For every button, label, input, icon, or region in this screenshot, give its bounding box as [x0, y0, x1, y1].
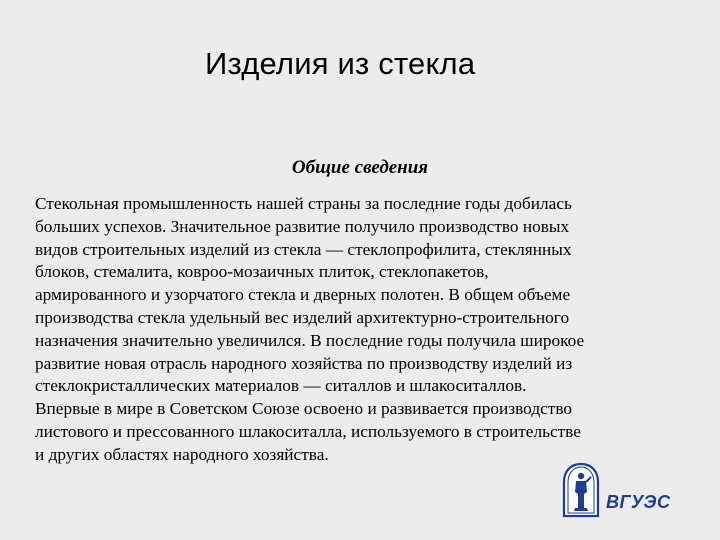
slide-title: Изделия из стекла [205, 46, 476, 81]
body-line: больших успехов. Значительное развитие получило производство новых [35, 216, 570, 236]
body-line: производства стекла удельный вес изделий архитектурно-строительного [35, 307, 570, 327]
body-text [35, 193, 695, 467]
logo-text: ВГУЭС [606, 492, 671, 512]
section-heading: Общие сведения [291, 157, 429, 178]
university-logo [562, 462, 672, 524]
body-line: армированного и узорчатого стекла и дверных полотен. В общем объеме [35, 285, 571, 305]
emblem-icon [562, 462, 600, 520]
body-line: и других областях народного хозяйства. [35, 444, 329, 464]
body-line: листового и прессованного шлакоситалла, используемого в строительстве [35, 421, 581, 441]
body-line: Впервые в мире в Советском Союзе освоено и развивается производство [35, 399, 573, 419]
body-line: блоков, стемалита, ковроо-мозаичных плиток, стеклопакетов, [35, 262, 489, 282]
body-line: назначения значительно увеличился. В последние годы получила широкое [35, 330, 585, 350]
body-line: видов строительных изделий из стекла — стеклопрофилита, стеклянных [35, 239, 572, 259]
body-line: развитие новая отрасль народного хозяйства по производству изделий из [35, 353, 573, 373]
body-line: стеклокристаллических материалов — ситаллов и шлакоситаллов. [35, 376, 527, 396]
body-line: Стекольная промышленность нашей страны за последние годы добилась [35, 194, 572, 213]
